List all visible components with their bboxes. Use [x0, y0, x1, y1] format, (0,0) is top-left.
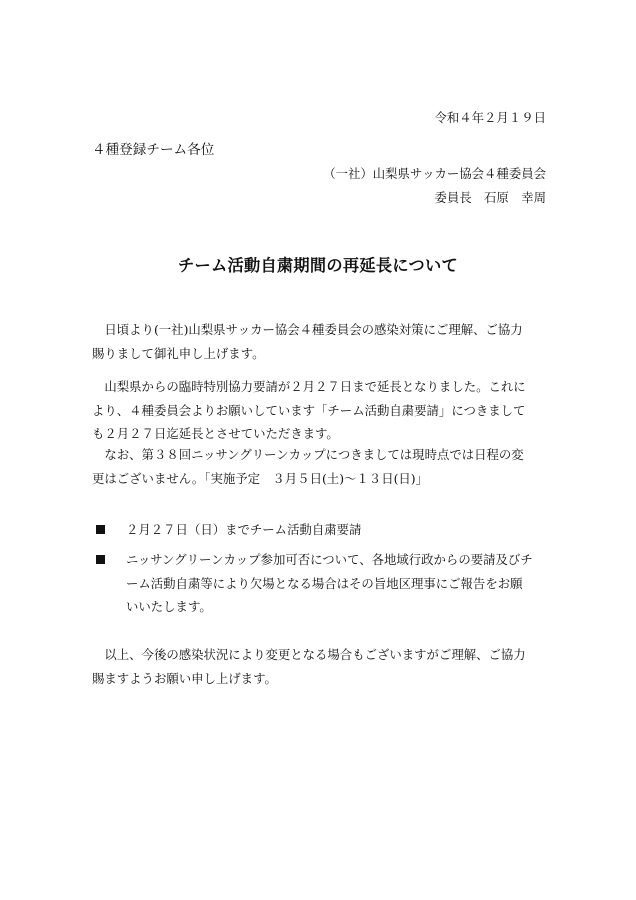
bullet-line: いいたします。: [126, 599, 212, 614]
paragraph-line: 以上、今後の感染状況により変更となる場合もございますがご理解、ご協力: [92, 647, 526, 662]
paragraph-line: も２月２７日迄延長とさせていただきます。: [92, 426, 339, 441]
paragraph-line: 賜ますようお願い申し上げます。: [92, 670, 277, 686]
paragraph-extension: [92, 375, 548, 446]
paragraph-line: 賜りまして御礼申し上げます。: [92, 345, 265, 361]
paragraph-green-cup: [92, 443, 548, 490]
paragraph-gratitude: [92, 318, 548, 365]
paragraph-closing: [92, 643, 548, 690]
square-bullet-icon: [96, 525, 105, 534]
paragraph-line: より、４種委員会よりお願いしています「チーム活動自粛要請」につきまして: [92, 402, 526, 418]
addressee: ４種登録チーム各位: [92, 142, 215, 158]
bullet-line: ーム活動自粛等により欠場となる場合はその旨地区理事にご報告をお願: [126, 575, 523, 591]
paragraph-line: なお、第３８回ニッサングリーンカップにつきましては現時点では日程の変: [92, 447, 524, 462]
sender-organization: （一社）山梨県サッカー協会４種委員会: [323, 166, 546, 181]
document-title: チーム活動自粛期間の再延長について: [178, 256, 458, 275]
square-bullet-icon: [96, 555, 105, 564]
paragraph-line: 山梨県からの臨時特別協力要請が２月２７日まで延長となりました。これに: [92, 379, 526, 394]
bullet-line: ニッサングリーンカップ参加可否について、各地域行政からの要請及びチ: [126, 552, 533, 567]
paragraph-line: 更はございません。「実施予定 ３月５日(土)～１３日(日)」: [92, 470, 429, 486]
paragraph-line: 日頃より(一社)山梨県サッカー協会４種委員会の感染対策にご理解、ご協力: [92, 322, 523, 337]
sender-chair: 委員長 石原 幸周: [434, 190, 546, 205]
document-date: 令和４年２月１９日: [434, 110, 546, 125]
bullet-line: ２月２７日（日）までチーム活動自粛要請: [126, 522, 362, 537]
